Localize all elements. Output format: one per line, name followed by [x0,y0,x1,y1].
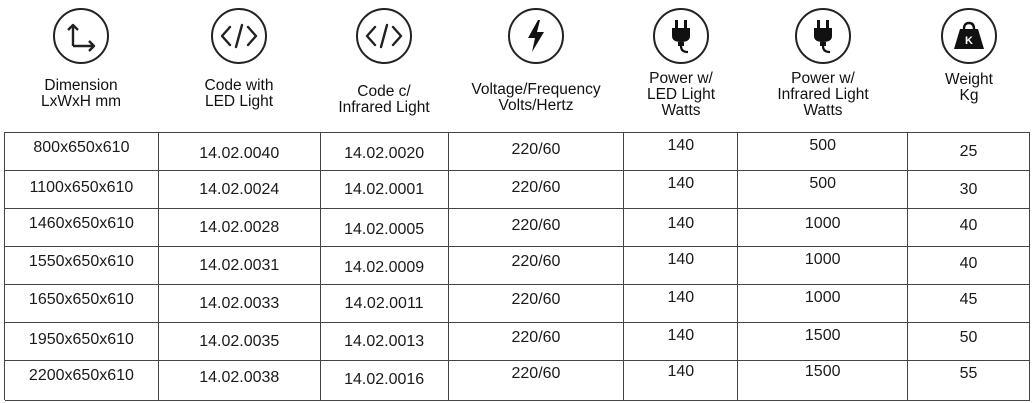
cell-value: 14.02.0020 [344,145,425,162]
cell-value: 500 [809,137,837,154]
cell-dimension [5,323,159,360]
cell-code-led [159,171,321,208]
cell-code-infrared [321,209,449,246]
column-header-code-infrared [320,0,448,132]
cell-value: 14.02.0009 [344,259,425,276]
cell-code-infrared [321,171,449,208]
cell-value: 1950x650x610 [28,331,134,348]
cell-power-infrared [738,323,908,360]
cell-value: 30 [959,181,978,198]
column-header-dimension [4,0,158,132]
cell-dimension [5,209,159,246]
cell-value: 140 [667,289,695,306]
lightning-bolt-icon [508,8,564,64]
cell-value: 14.02.0040 [199,145,280,162]
cell-value: 50 [959,329,978,346]
cell-weight [908,361,1030,400]
cell-dimension [5,247,159,284]
cell-value: 25 [959,143,978,160]
cell-value: 140 [667,327,695,344]
header-label-power-infrared: Power w/ Infrared Light Watts [777,70,869,119]
specs-table [4,132,1030,400]
table-row [5,247,1030,285]
cell-dimension [5,133,159,170]
cell-code-infrared [321,323,449,360]
cell-value: 14.02.0031 [199,257,280,274]
column-header-weight [908,0,1030,132]
cell-value: 140 [667,175,695,192]
cell-value: 500 [809,175,837,192]
cell-value: 14.02.0011 [344,295,424,312]
cell-value: 55 [959,365,978,382]
cell-value: 220/60 [511,291,561,308]
cell-weight [908,247,1030,284]
cell-voltage [449,209,625,246]
cell-code-led [159,209,321,246]
cell-value: 140 [667,137,695,154]
cell-code-led [159,361,321,400]
dimension-axes-icon [53,8,109,64]
cell-code-led [159,285,321,322]
cell-power-led [624,209,738,246]
cell-power-led [624,361,738,400]
table-row [5,133,1030,171]
cell-code-infrared [321,247,449,284]
cell-value: 1460x650x610 [28,215,134,232]
weight-icon-letter: K [965,35,973,47]
cell-value: 14.02.0001 [344,181,425,198]
header-label-voltage: Voltage/Frequency Volts/Hertz [471,81,601,114]
cell-voltage [449,323,625,360]
cell-value: 220/60 [511,141,561,158]
cell-voltage [449,361,625,400]
cell-value: 140 [667,363,695,380]
cell-value: 14.02.0038 [199,369,280,386]
cell-value: 14.02.0033 [199,295,280,312]
cell-value: 14.02.0024 [199,181,280,198]
cell-value: 1650x650x610 [28,291,134,308]
header-label-weight: Weight Kg [945,71,993,104]
cell-value: 1500 [804,363,841,380]
cell-value: 14.02.0005 [344,221,425,238]
code-icon [211,8,267,64]
cell-power-infrared [738,361,908,400]
cell-value: 14.02.0028 [199,219,280,236]
cell-value: 140 [667,251,695,268]
cell-code-infrared [321,285,449,322]
cell-power-led [624,285,738,322]
cell-weight [908,209,1030,246]
cell-power-led [624,171,738,208]
cell-voltage [449,247,625,284]
cell-code-infrared [321,133,449,170]
power-plug-icon [795,8,851,64]
cell-value: 45 [959,291,978,308]
code-icon [356,8,412,64]
cell-code-infrared [321,361,449,400]
cell-weight [908,285,1030,322]
cell-power-led [624,323,738,360]
cell-value: 220/60 [511,329,561,346]
cell-dimension [5,361,159,400]
cell-value: 1000 [804,289,841,306]
cell-value: 220/60 [511,217,561,234]
column-header-power-infrared [738,0,908,132]
cell-value: 1550x650x610 [28,253,134,270]
cell-value: 140 [667,215,695,232]
power-plug-icon [653,8,709,64]
table-row [5,171,1030,209]
cell-value: 14.02.0016 [344,371,425,388]
cell-voltage [449,171,625,208]
cell-dimension [5,285,159,322]
cell-code-led [159,323,321,360]
table-row [5,323,1030,361]
cell-power-infrared [738,133,908,170]
cell-power-infrared [738,171,908,208]
cell-value: 220/60 [511,365,561,382]
column-header-voltage [448,0,624,132]
cell-weight [908,323,1030,360]
cell-code-led [159,247,321,284]
cell-value: 1500 [804,327,841,344]
cell-value: 40 [959,217,978,234]
header-label-power-led: Power w/ LED Light Watts [646,70,716,119]
cell-dimension [5,171,159,208]
cell-value: 40 [959,255,978,272]
cell-voltage [449,133,625,170]
cell-power-infrared [738,285,908,322]
table-row [5,361,1030,401]
cell-value: 800x650x610 [33,139,130,156]
table-row [5,209,1030,247]
cell-power-led [624,133,738,170]
cell-value: 14.02.0035 [199,333,280,350]
cell-weight [908,133,1030,170]
cell-value: 220/60 [511,253,561,270]
cell-value: 1100x650x610 [29,179,134,196]
cell-value: 14.02.0013 [344,333,425,350]
cell-power-infrared [738,247,908,284]
cell-code-led [159,133,321,170]
cell-power-led [624,247,738,284]
table-row [5,285,1030,323]
cell-value: 2200x650x610 [28,367,134,384]
header-label-code-led: Code with LED Light [204,77,274,110]
weight-kg-icon [941,8,997,64]
cell-voltage [449,285,625,322]
header-label-dimension: Dimension LxWxH mm [40,77,122,110]
column-header-code-led [158,0,320,132]
header-label-code-infrared: Code c/ Infrared Light [338,83,430,116]
cell-power-infrared [738,209,908,246]
cell-value: 1000 [804,215,841,232]
cell-weight [908,171,1030,208]
column-header-power-led [624,0,738,132]
cell-value: 220/60 [511,179,561,196]
cell-value: 1000 [804,251,841,268]
